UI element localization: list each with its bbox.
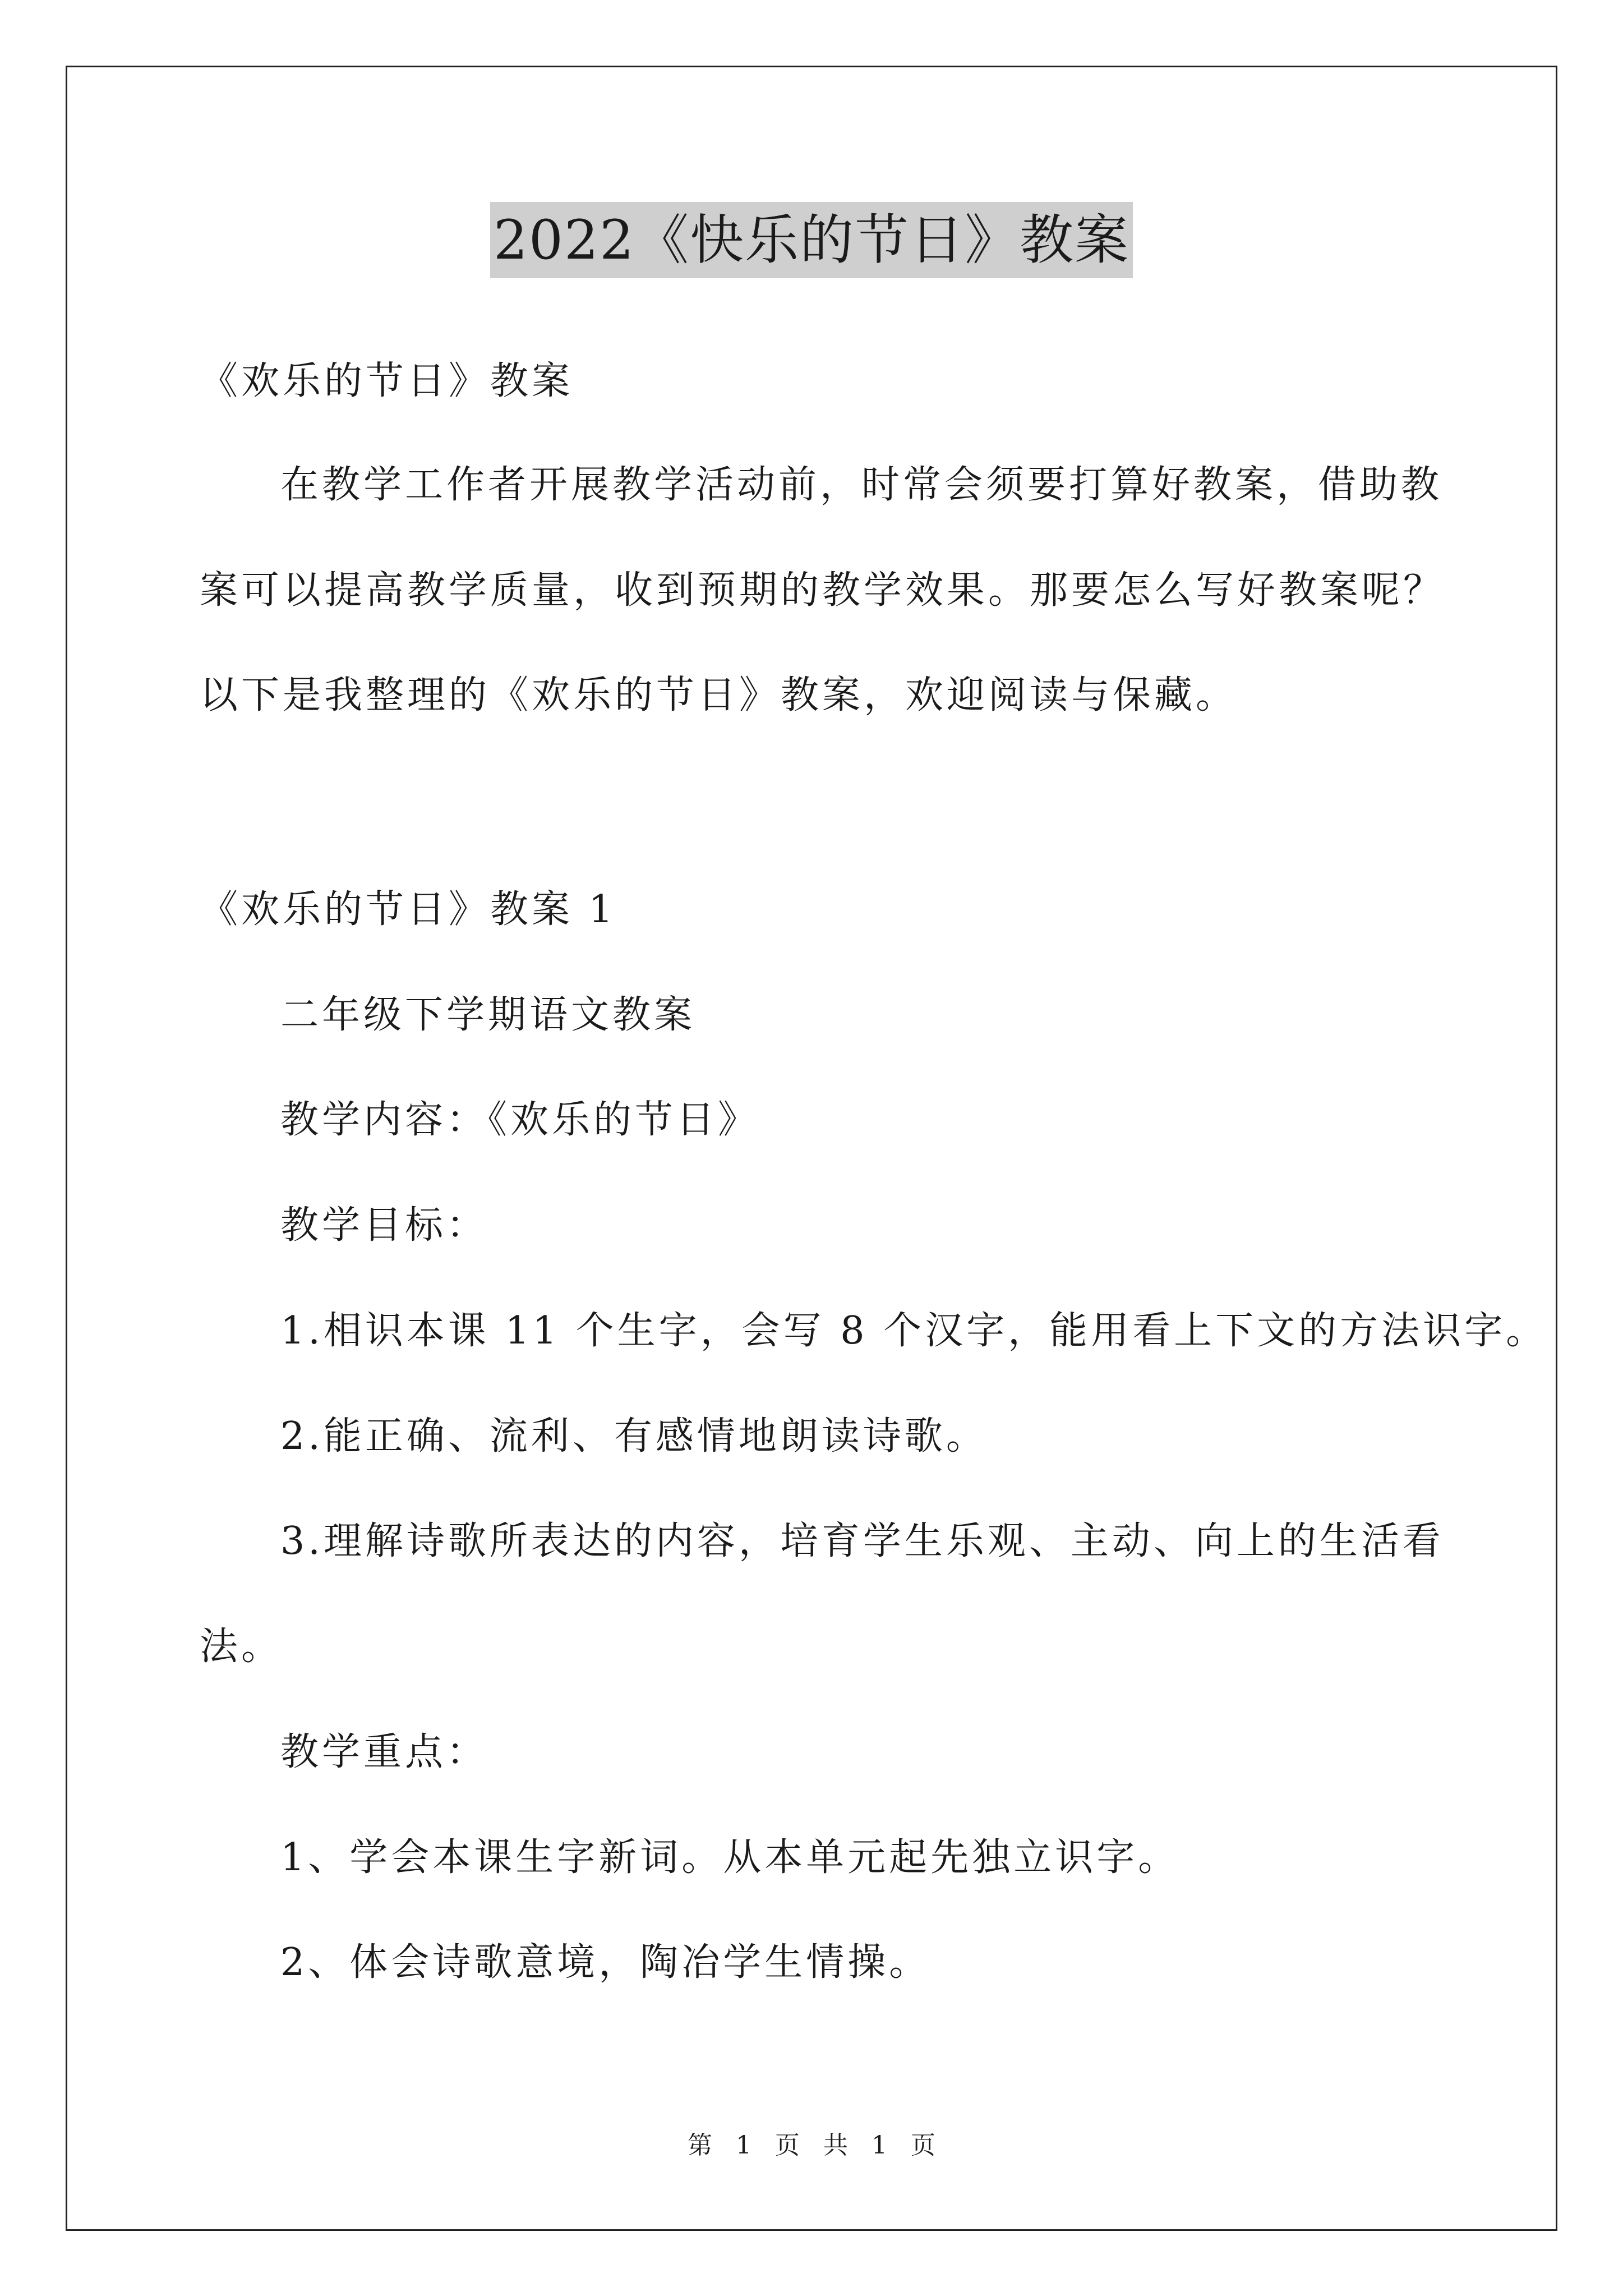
subtitle-line: 《欢乐的节日》教案	[200, 359, 574, 403]
goal-item-3-continued: 法。	[200, 1625, 283, 1669]
intro-line-2: 案可以提高教学质量，收到预期的教学效果。那要怎么写好教案呢？	[200, 568, 1445, 613]
key-points-heading: 教学重点：	[280, 1730, 488, 1774]
goal-item-2: 2.能正确、流利、有感情地朗读诗歌。	[280, 1414, 988, 1458]
content-line: 教学内容：《欢乐的节日》	[280, 1098, 760, 1142]
document-title: 2022《快乐的节日》教案	[490, 202, 1133, 278]
grade-line: 二年级下学期语文教案	[280, 993, 696, 1037]
intro-line-3: 以下是我整理的《欢乐的节日》教案，欢迎阅读与保藏。	[200, 673, 1238, 717]
goal-item-1: 1.相识本课 11 个生字，会写 8 个汉字，能用看上下文的方法识字。	[280, 1309, 1548, 1353]
key-point-2: 2、体会诗歌意境，陶冶学生情操。	[280, 1940, 931, 1985]
key-point-1: 1、学会本课生字新词。从本单元起先独立识字。	[280, 1835, 1180, 1880]
intro-line-1: 在教学工作者开展教学活动前，时常会须要打算好教案，借助教	[280, 463, 1443, 507]
page-footer: 第 1 页 共 1 页	[688, 2131, 935, 2160]
section-heading: 《欢乐的节日》教案 1	[200, 887, 616, 932]
title-container	[0, 202, 1623, 278]
goal-item-3: 3.理解诗歌所表达的内容，培育学生乐观、主动、向上的生活看	[280, 1519, 1444, 1563]
goals-heading: 教学目标：	[280, 1203, 488, 1248]
